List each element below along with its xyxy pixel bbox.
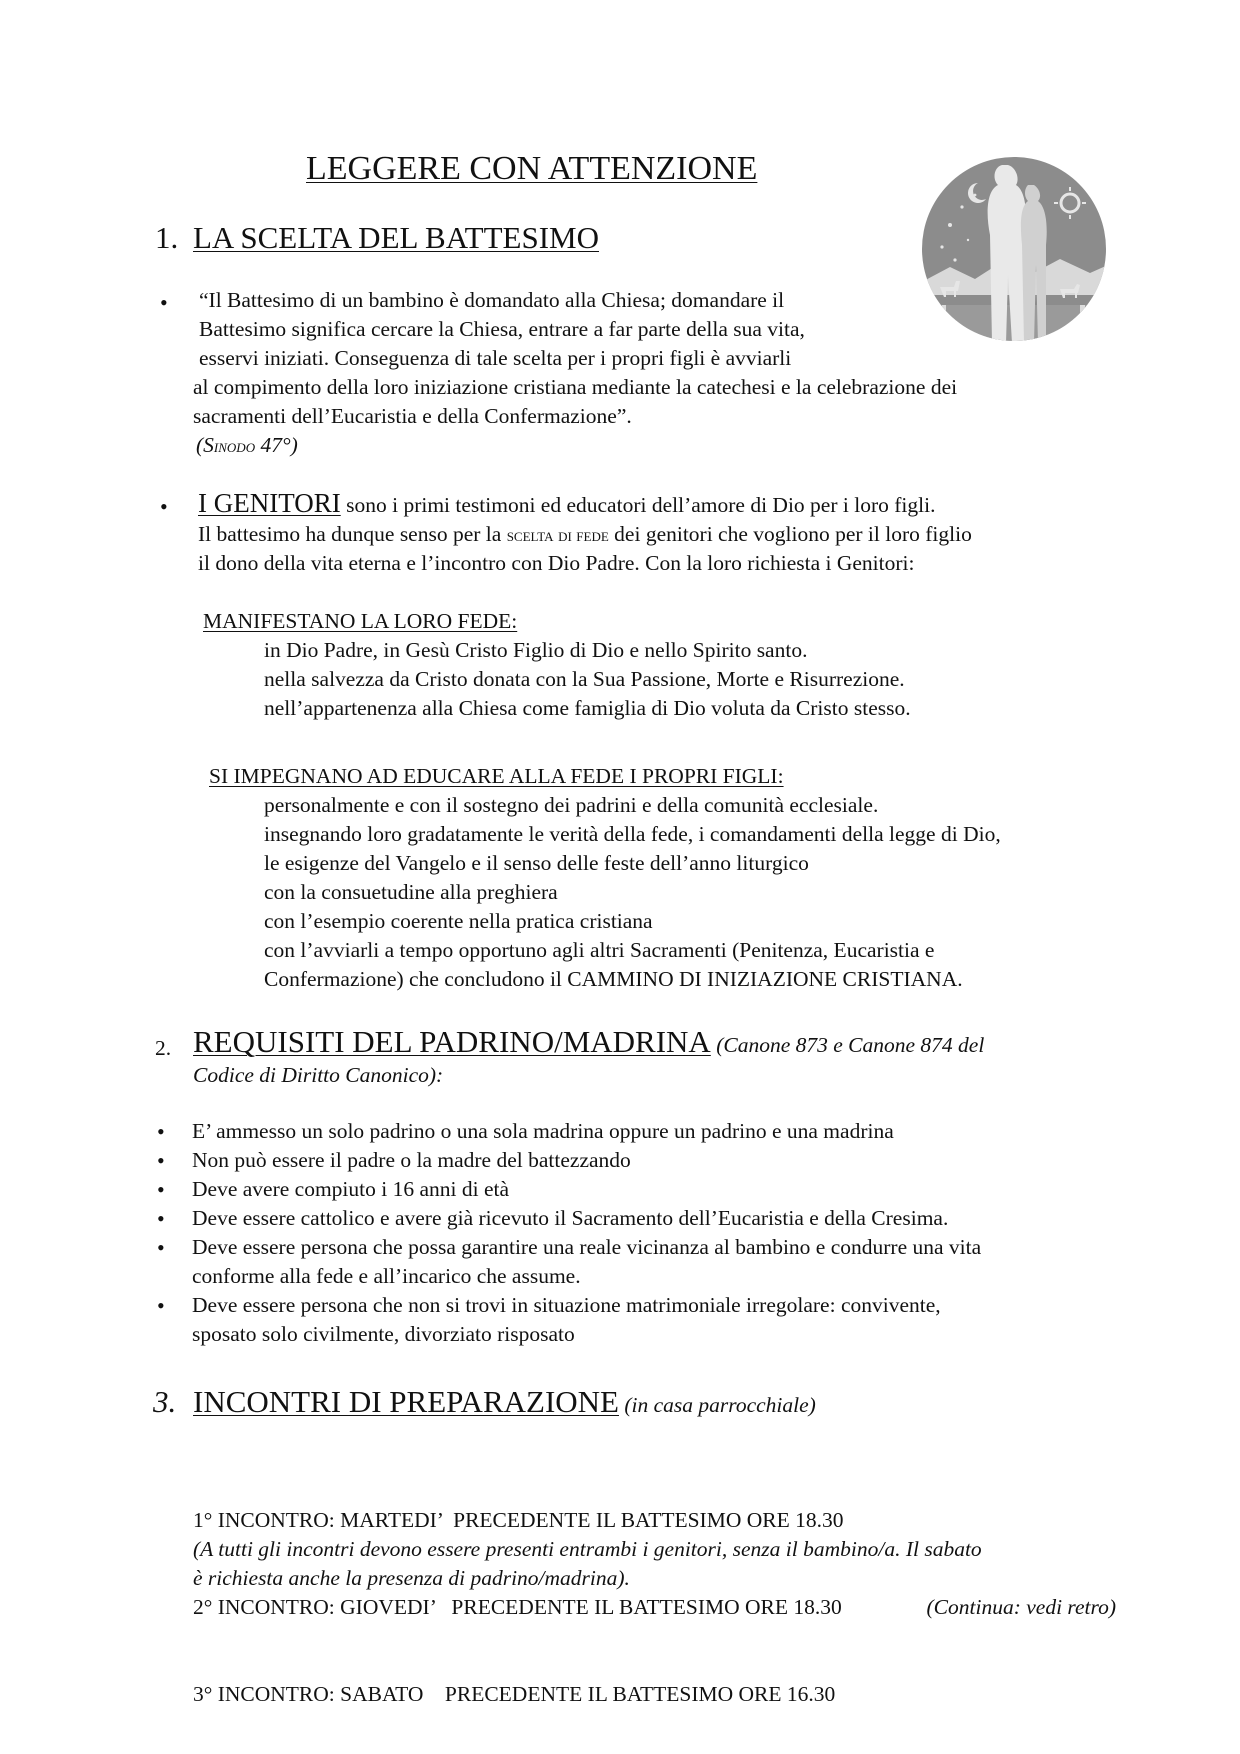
bullet-icon: •	[157, 1293, 165, 1318]
genitori-line-2	[198, 520, 972, 550]
page-title: LEGGERE CON ATTENZIONE	[306, 150, 758, 187]
note-line: è richiesta anche la presenza di padrino/madrina).	[193, 1566, 630, 1590]
section-2-note: (Canone 873 e Canone 874 del	[710, 1033, 985, 1057]
meeting-item: 1° INCONTRO: MARTEDI’ PRECEDENTE IL BATTESIMO ORE 18.30	[193, 1508, 844, 1532]
list-item-cont	[155, 1320, 1115, 1349]
bullet-icon: •	[157, 1235, 165, 1260]
section-2-heading-line	[193, 1024, 984, 1060]
bullet-icon: •	[157, 1206, 165, 1231]
list-item: Confermazione) che concludono il CAMMINO DI INIZIAZIONE CRISTIANA.	[264, 967, 963, 991]
list-item-text: sposato solo civilmente, divorziato risposato	[192, 1322, 575, 1346]
genitori-line-2-a: Il battesimo ha dunque senso per la	[198, 522, 507, 546]
manifestano-heading: MANIFESTANO LA LORO FEDE:	[203, 609, 518, 633]
list-item-text: Deve avere compiuto i 16 anni di età	[192, 1177, 510, 1201]
quote-line: “Il Battesimo di un bambino è domandato alla Chiesa; domandare il	[199, 288, 785, 312]
meetings-note	[193, 1535, 982, 1593]
list-item: con la consuetudine alla preghiera	[264, 880, 558, 904]
citation-prefix: (S	[196, 433, 214, 457]
list-item	[155, 1291, 1115, 1320]
genitori-line-3: il dono della vita eterna e l’incontro con Dio Padre. Con la loro richiesta i Genitori:	[198, 551, 915, 575]
genitori-rest: sono i primi testimoni ed educatori dell’amore di Dio per i loro figli.	[340, 493, 936, 517]
list-item: insegnando loro gradatamente le verità della fede, i comandamenti della legge di Dio,	[264, 822, 1001, 846]
citation	[196, 431, 298, 461]
baptism-quote	[199, 286, 805, 373]
section-3-heading-line	[193, 1384, 816, 1420]
parish-logo	[920, 155, 1108, 343]
continua-note: (Continua: vedi retro)	[926, 1595, 1116, 1619]
quote-line: al compimento della loro iniziazione cristiana mediante la catechesi e la celebrazione dei	[193, 375, 958, 399]
genitori-line-1	[198, 488, 935, 519]
genitori-word: I GENITORI	[198, 488, 341, 518]
bullet-icon: •	[160, 494, 168, 519]
list-item-text: conforme alla fede e all’incarico che assume.	[192, 1264, 581, 1288]
list-item-cont	[155, 1262, 1115, 1291]
citation-sc: inodo	[213, 436, 256, 456]
section-1-heading: LA SCELTA DEL BATTESIMO	[193, 220, 599, 255]
bullet-icon: •	[157, 1119, 165, 1144]
bullet-icon: •	[157, 1177, 165, 1202]
list-item-text: Deve essere cattolico e avere già ricevuto il Sacramento dell’Eucaristia e della Cresima.	[192, 1206, 949, 1230]
section-2-note-line-2: Codice di Diritto Canonico):	[193, 1063, 444, 1087]
list-item: con l’esempio coerente nella pratica cristiana	[264, 909, 653, 933]
meeting-item: 2° INCONTRO: GIOVEDI’ PRECEDENTE IL BATTESIMO ORE 18.30	[193, 1595, 842, 1619]
section-1-number: 1.	[155, 220, 179, 255]
quote-line: Battesimo significa cercare la Chiesa, entrare a far parte della sua vita,	[199, 317, 805, 341]
list-item	[155, 1204, 1115, 1233]
list-item	[155, 1175, 1115, 1204]
list-item: le esigenze del Vangelo e il senso delle feste dell’anno liturgico	[264, 851, 809, 875]
section-2-number: 2.	[155, 1036, 172, 1060]
manifestano-list	[264, 636, 911, 723]
list-item	[155, 1117, 1115, 1146]
quote-line: sacramenti dell’Eucaristia e della Confermazione”.	[193, 404, 632, 428]
list-item-text: E’ ammesso un solo padrino o una sola madrina oppure un padrino e una madrina	[192, 1119, 894, 1143]
list-item	[155, 1233, 1115, 1262]
scelta-di-fede: scelta di fede	[506, 525, 609, 545]
bullet-icon: •	[157, 1148, 165, 1173]
requirements-list	[155, 1117, 1115, 1349]
list-item: nella salvezza da Cristo donata con la Sua Passione, Morte e Risurrezione.	[264, 667, 905, 691]
section-2-heading: REQUISITI DEL PADRINO/MADRINA	[193, 1024, 711, 1059]
note-line: (A tutti gli incontri devono essere presenti entrambi i genitori, senza il bambino/a. Il sabato	[193, 1537, 982, 1561]
section-3-note: (in casa parrocchiale)	[618, 1393, 816, 1417]
section-3-number: 3.	[153, 1384, 177, 1419]
impegnano-heading: SI IMPEGNANO AD EDUCARE ALLA FEDE I PROPRI FIGLI:	[209, 764, 784, 788]
list-item-text: Deve essere persona che non si trovi in situazione matrimoniale irregolare: convivente,	[192, 1293, 941, 1317]
list-item	[155, 1146, 1115, 1175]
citation-suffix: 47°)	[255, 433, 298, 457]
genitori-line-2-b: dei genitori che vogliono per il loro figlio	[608, 522, 972, 546]
list-item: personalmente e con il sostegno dei padrini e della comunità ecclesiale.	[264, 793, 879, 817]
list-item-text: con l’avviarli a tempo opportuno agli altri Sacramenti (Penitenza, Eucaristia e	[264, 938, 935, 962]
section-3-heading: INCONTRI DI PREPARAZIONE	[193, 1384, 619, 1419]
list-item-text: Deve essere persona che possa garantire una reale vicinanza al bambino e condurre una vita	[192, 1235, 982, 1259]
quote-line: esservi iniziati. Conseguenza di tale scelta per i propri figli è avviarli	[199, 346, 792, 370]
list-item: in Dio Padre, in Gesù Cristo Figlio di Dio e nello Spirito santo.	[264, 638, 808, 662]
list-item-text: Non può essere il padre o la madre del battezzando	[192, 1148, 631, 1172]
list-item: nell’appartenenza alla Chiesa come famiglia di Dio voluta da Cristo stesso.	[264, 696, 911, 720]
bullet-icon: •	[160, 290, 168, 315]
impegnano-list	[264, 791, 1117, 994]
meetings-list	[193, 1448, 843, 1738]
list-item	[264, 936, 1117, 965]
meeting-item: 3° INCONTRO: SABATO PRECEDENTE IL BATTESIMO ORE 16.30	[193, 1682, 836, 1706]
baptism-quote-cont	[193, 373, 957, 431]
